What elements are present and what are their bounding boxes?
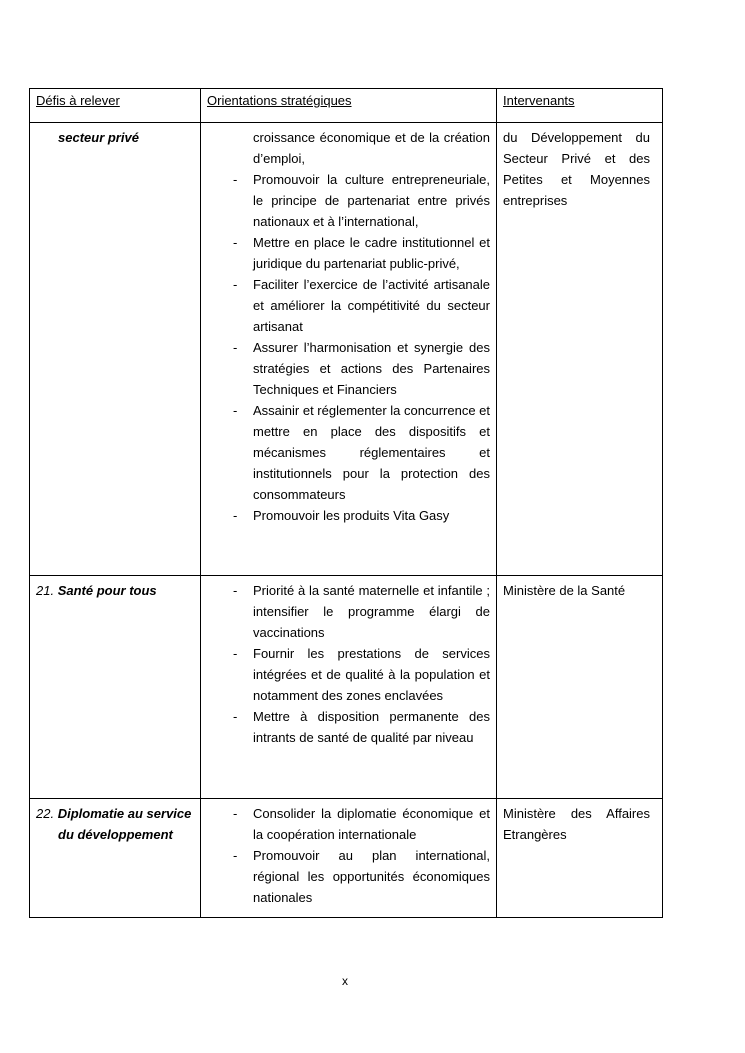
defi-title-text: Santé pour tous	[57, 583, 157, 598]
defi-cell	[30, 123, 201, 576]
page-number: x	[342, 974, 348, 988]
orientation-item: croissance économique et de la création d’emploi,	[253, 130, 490, 166]
defi-number: 21.	[36, 583, 55, 598]
orientations-list	[207, 127, 496, 526]
orientation-item: - Promouvoir la culture entrepreneuriale, le principe de partenariat entre privés nationaux et à l’international,	[233, 172, 490, 229]
intervenants-cell	[497, 123, 663, 576]
header-intervenants	[497, 89, 663, 123]
orientations-cell	[201, 123, 497, 576]
orientation-item: - Promouvoir au plan international, régional les opportunités économiques nationales	[233, 848, 490, 905]
orientations-cell	[201, 799, 497, 918]
intervenants-cell	[497, 799, 663, 918]
orientation-item: - Mettre à disposition permanente des intrants de santé de qualité par niveau	[233, 709, 490, 745]
orientation-item: - Priorité à la santé maternelle et infantile ; intensifier le programme élargi de vaccinations	[233, 583, 490, 640]
table-row	[30, 799, 663, 918]
defi-cell	[30, 576, 201, 799]
orientations-list	[207, 580, 496, 748]
strategy-table	[29, 88, 663, 918]
header-orientations-label: Orientations stratégiques	[207, 93, 352, 108]
table-row	[30, 576, 663, 799]
intervenants-cell	[497, 576, 663, 799]
header-orientations	[201, 89, 497, 123]
orientation-item: - Assainir et réglementer la concurrence et mettre en place des dispositifs et mécanismes réglementaires et institutionnels pour la protection des consommateurs	[233, 403, 491, 502]
intervenants-text: Ministère des Affaires Etrangères	[503, 806, 650, 842]
table-header-row	[30, 89, 663, 123]
defi-title-text: Diplomatie au service du développement	[57, 806, 192, 842]
defi-title-text: secteur privé	[58, 130, 139, 145]
header-defis-label: Défis à relever	[36, 93, 120, 108]
defi-title	[36, 803, 194, 845]
table-row	[30, 123, 663, 576]
orientation-item: - Promouvoir les produits Vita Gasy	[233, 508, 450, 523]
orientation-item: - Faciliter l’exercice de l’activité artisanale et améliorer la compétitivité du secteur artisanat	[233, 277, 490, 334]
orientation-item: - Consolider la diplomatie économique et la coopération internationale	[233, 806, 490, 842]
intervenants-text: du Développement du Secteur Privé et des Petites et Moyennes entreprises	[503, 130, 650, 208]
orientations-list	[207, 803, 496, 908]
defi-title	[36, 580, 194, 601]
orientation-item: - Mettre en place le cadre institutionnel et juridique du partenariat public-privé,	[233, 235, 490, 271]
header-defis	[30, 89, 201, 123]
orientation-item: - Assurer l’harmonisation et synergie des stratégies et actions des Partenaires Techniques et Financiers	[233, 340, 490, 397]
defi-title	[36, 127, 194, 148]
defi-number: 22.	[36, 806, 55, 821]
orientations-cell	[201, 576, 497, 799]
header-intervenants-label: Intervenants	[503, 93, 575, 108]
defi-cell	[30, 799, 201, 918]
intervenants-text: Ministère de la Santé	[503, 583, 626, 598]
orientation-item: - Fournir les prestations de services intégrées et de qualité à la population et notamment des zones enclavées	[233, 646, 490, 703]
